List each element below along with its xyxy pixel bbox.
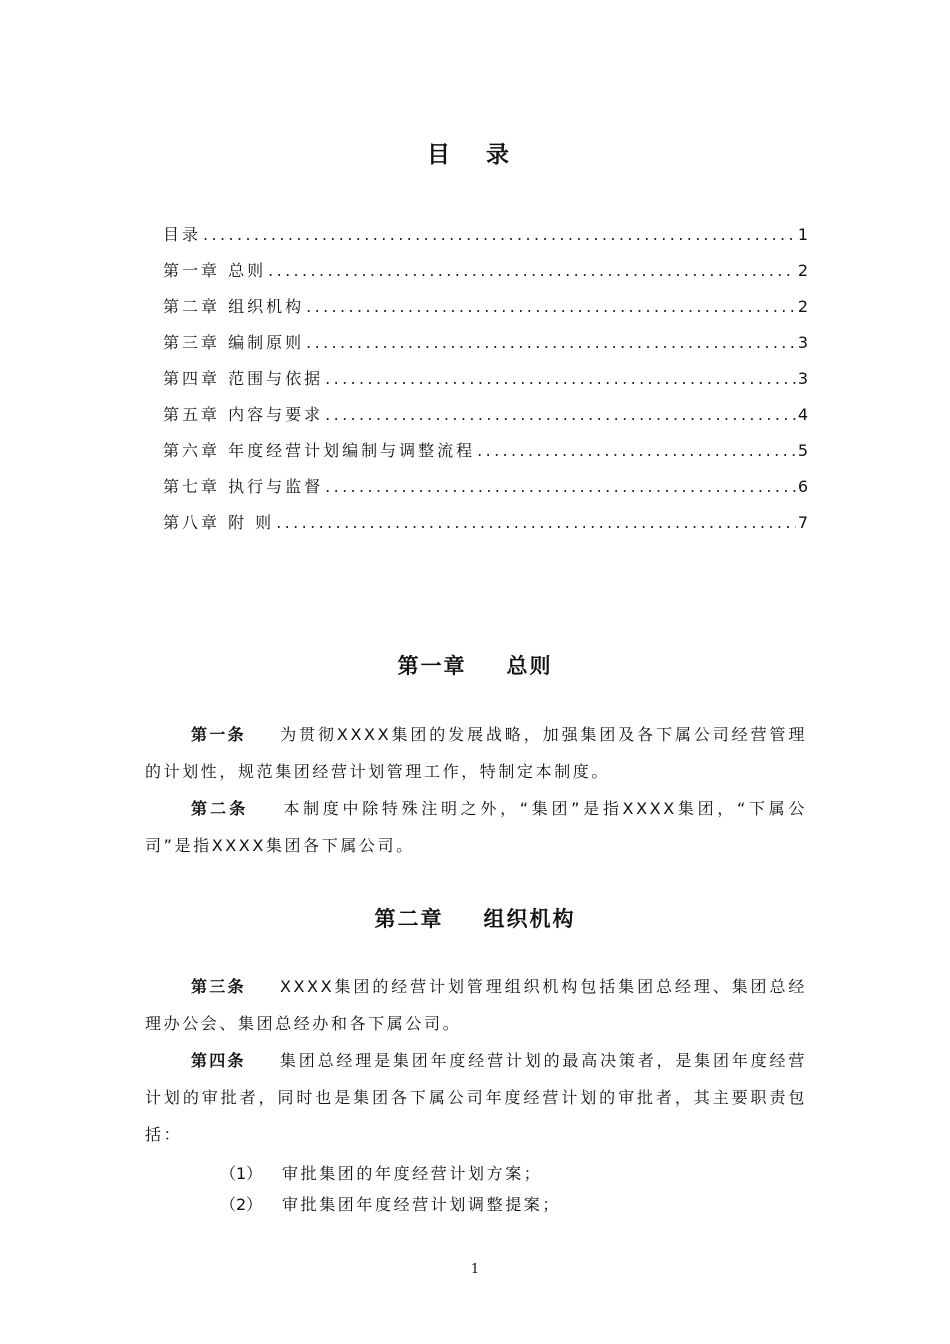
toc-entry[interactable] (163, 402, 808, 438)
article-text: 集团总经理是集团年度经营计划的最高决策者，是集团年度经营计划的审批者，同时也是集团各下属公司年度经营计划的审批者，其主要职责包括： (145, 1051, 807, 1144)
toc-entry-page: 7 (797, 513, 808, 532)
toc-entry-page: 1 (797, 225, 808, 244)
toc-entry[interactable] (163, 366, 808, 402)
article-4 (145, 1042, 807, 1153)
article-text: XXXX集团的经营计划管理组织机构包括集团总经理、集团总经理办公会、集团总经办和各下属公司。 (145, 977, 807, 1033)
toc-leader (325, 369, 796, 388)
toc-leader (477, 441, 796, 460)
list-item-number: （2） (220, 1195, 263, 1214)
toc-entry[interactable] (163, 330, 808, 366)
toc-leader (325, 405, 796, 424)
table-of-contents (163, 222, 808, 546)
list-item (220, 1192, 561, 1215)
list-item-text: 审批集团的年度经营计划方案； (282, 1164, 543, 1183)
toc-leader (306, 297, 796, 316)
toc-entry-label: 第三章 编制原则 (163, 333, 305, 352)
list-item-text: 审批集团年度经营计划调整提案； (282, 1195, 562, 1214)
toc-entry[interactable] (163, 294, 808, 330)
article-text: 为贯彻XXXX集团的发展战略，加强集团及各下属公司经营管理的计划性，规范集团经营计划管理工作，特制定本制度。 (145, 725, 807, 781)
toc-entry[interactable] (163, 258, 808, 294)
chapter-2-heading (0, 903, 950, 933)
page-number: 1 (470, 1262, 480, 1277)
toc-leader (306, 333, 796, 352)
toc-entry[interactable] (163, 222, 808, 258)
toc-entry[interactable] (163, 438, 808, 474)
list-item-number: （1） (220, 1164, 263, 1183)
chapter-title: 总则 (506, 654, 553, 678)
chapter-1-heading (0, 650, 950, 680)
article-text: 本制度中除特殊注明之外，“集团”是指XXXX集团，“下属公司”是指XXXX集团各下属公司。 (145, 799, 807, 855)
article-2 (145, 790, 807, 864)
toc-entry-page: 2 (797, 297, 808, 316)
toc-entry-label: 第六章 年度经营计划编制与调整流程 (163, 441, 476, 460)
toc-title: 目 录 (426, 142, 523, 168)
toc-entry-label: 第一章 总则 (163, 261, 267, 280)
toc-leader (276, 513, 796, 532)
toc-entry-label: 第五章 内容与要求 (163, 405, 324, 424)
article-label: 第四条 (191, 1051, 246, 1070)
toc-entry-label: 目录 (163, 225, 202, 244)
toc-entry[interactable] (163, 510, 808, 546)
toc-entry-page: 5 (797, 441, 808, 460)
article-label: 第二条 (191, 799, 249, 818)
toc-entry-label: 第二章 组织机构 (163, 297, 305, 316)
toc-entry-label: 第八章 附 则 (163, 513, 275, 532)
toc-entry-page: 3 (797, 333, 808, 352)
chapter-number: 第一章 (397, 654, 467, 678)
article-label: 第一条 (191, 725, 246, 744)
toc-entry-label: 第四章 范围与依据 (163, 369, 324, 388)
toc-leader (325, 477, 796, 496)
toc-leader (268, 261, 796, 280)
chapter-title: 组织机构 (483, 907, 576, 931)
article-1 (145, 716, 807, 790)
list-item (220, 1161, 542, 1184)
toc-entry[interactable] (163, 474, 808, 510)
toc-entry-page: 4 (797, 405, 808, 424)
article-3 (145, 968, 807, 1042)
toc-entry-label: 第七章 执行与监督 (163, 477, 324, 496)
article-label: 第三条 (191, 977, 246, 996)
toc-entry-page: 3 (797, 369, 808, 388)
toc-entry-page: 2 (797, 261, 808, 280)
toc-entry-page: 6 (797, 477, 808, 496)
toc-leader (203, 225, 796, 244)
chapter-number: 第二章 (374, 907, 444, 931)
